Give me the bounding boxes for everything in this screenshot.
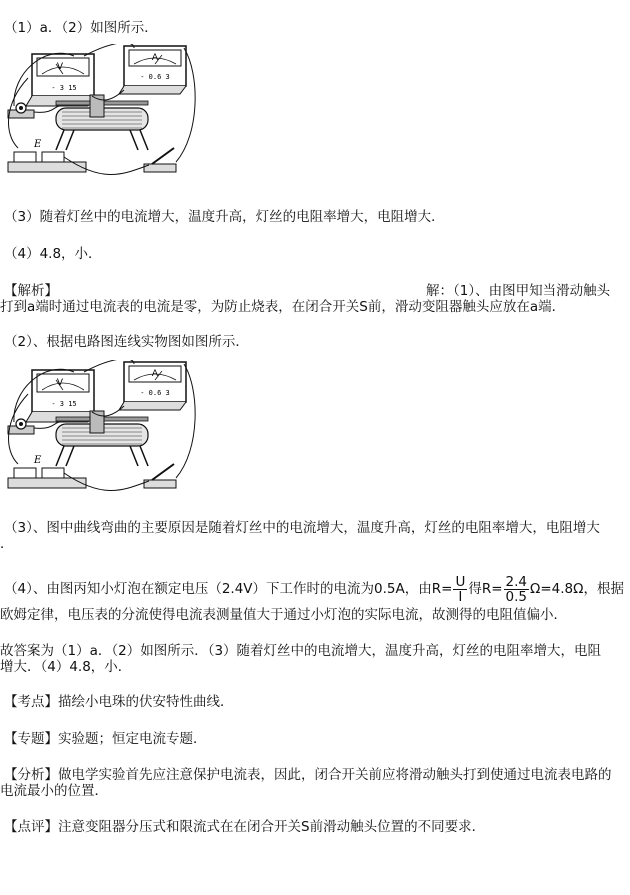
voltmeter-terminals: - 3 15 bbox=[51, 84, 77, 92]
answer-line-4: （4）4.8，小． bbox=[4, 246, 102, 262]
analysis-line-4 bbox=[4, 572, 624, 606]
ammeter-symbol: A bbox=[151, 369, 159, 379]
fraction-denominator: 0.5 bbox=[505, 588, 528, 605]
answer-line-1: （1）a．（2）如图所示． bbox=[4, 20, 158, 36]
answer-line-3: （3）随着灯丝中的电流增大，温度升高，灯丝的电阻率增大，电阻增大． bbox=[4, 209, 445, 225]
final-answer-line-1: 故答案为（1）a．（2）如图所示．（3）随着灯丝中的电流增大，温度升高，灯丝的电阻率增大，电阻 bbox=[0, 643, 602, 659]
fraction-denominator: I bbox=[458, 588, 463, 605]
battery-label: E bbox=[34, 139, 42, 150]
fraction-u-over-i bbox=[453, 575, 467, 604]
ammeter-terminals: - 0.6 3 bbox=[140, 389, 170, 397]
analysis-line-1: 打到a端时通过电流表的电流是零，为防止烧表，在闭合开关S前，滑动变阻器触头应放在a端． bbox=[0, 299, 566, 315]
voltmeter-terminals: - 3 15 bbox=[51, 400, 77, 408]
topic: 【专题】实验题；恒定电流专题． bbox=[4, 731, 207, 747]
battery-label: E bbox=[34, 455, 42, 466]
ammeter-symbol: A bbox=[151, 53, 159, 63]
final-answer-line-2: 增大．（4）4.8，小． bbox=[0, 659, 132, 675]
analysis-line-5: 欧姆定律，电压表的分流使得电流表测量值大于通过小灯泡的实际电流，故测得的电阻值偏小． bbox=[0, 607, 567, 623]
analysis-line-3: （3）、图中曲线弯曲的主要原因是随着灯丝中的电流增大，温度升高，灯丝的电阻率增大，电阻增大 bbox=[4, 520, 600, 536]
fraction-numerator: 2.4 bbox=[505, 573, 528, 590]
comment: 【点评】注意变阻器分压式和限流式在在闭合开关S前滑动触头位置的不同要求． bbox=[4, 819, 486, 835]
fraction-numerator: U bbox=[455, 573, 466, 590]
ammeter-terminals: - 0.6 3 bbox=[140, 73, 170, 81]
knowledge-point: 【考点】描绘小电珠的伏安特性曲线． bbox=[4, 694, 234, 710]
analysis-line-4-b: 得R= bbox=[468, 581, 503, 597]
voltmeter-symbol: V bbox=[56, 378, 64, 388]
analysis-line-4-c: Ω=4.8Ω，根据 bbox=[530, 581, 624, 597]
analysis-line-4-a: （4）、由图丙知小灯泡在额定电压（2.4V）下工作时的电流为0.5A，由R= bbox=[4, 581, 453, 597]
circuit-figure-1 bbox=[4, 44, 204, 196]
analysis-line-2: （2）、根据电路图连线实物图如图所示． bbox=[4, 334, 249, 350]
analysis-line-3-end: ． bbox=[0, 536, 14, 552]
analysis-solution-start: 解：（1）、由图甲知当滑动触头 bbox=[426, 283, 611, 299]
circuit-figure-2 bbox=[4, 360, 204, 512]
analysis-summary-line-1: 【分析】做电学实验首先应注意保护电流表，因此，闭合开关前应将滑动触头打到使通过电流表电路的 bbox=[4, 767, 612, 783]
analysis-summary-line-2: 电流最小的位置． bbox=[0, 783, 108, 799]
analysis-heading: 【解析】 bbox=[4, 283, 58, 299]
fraction-value bbox=[504, 575, 529, 604]
voltmeter-symbol: V bbox=[56, 62, 64, 72]
